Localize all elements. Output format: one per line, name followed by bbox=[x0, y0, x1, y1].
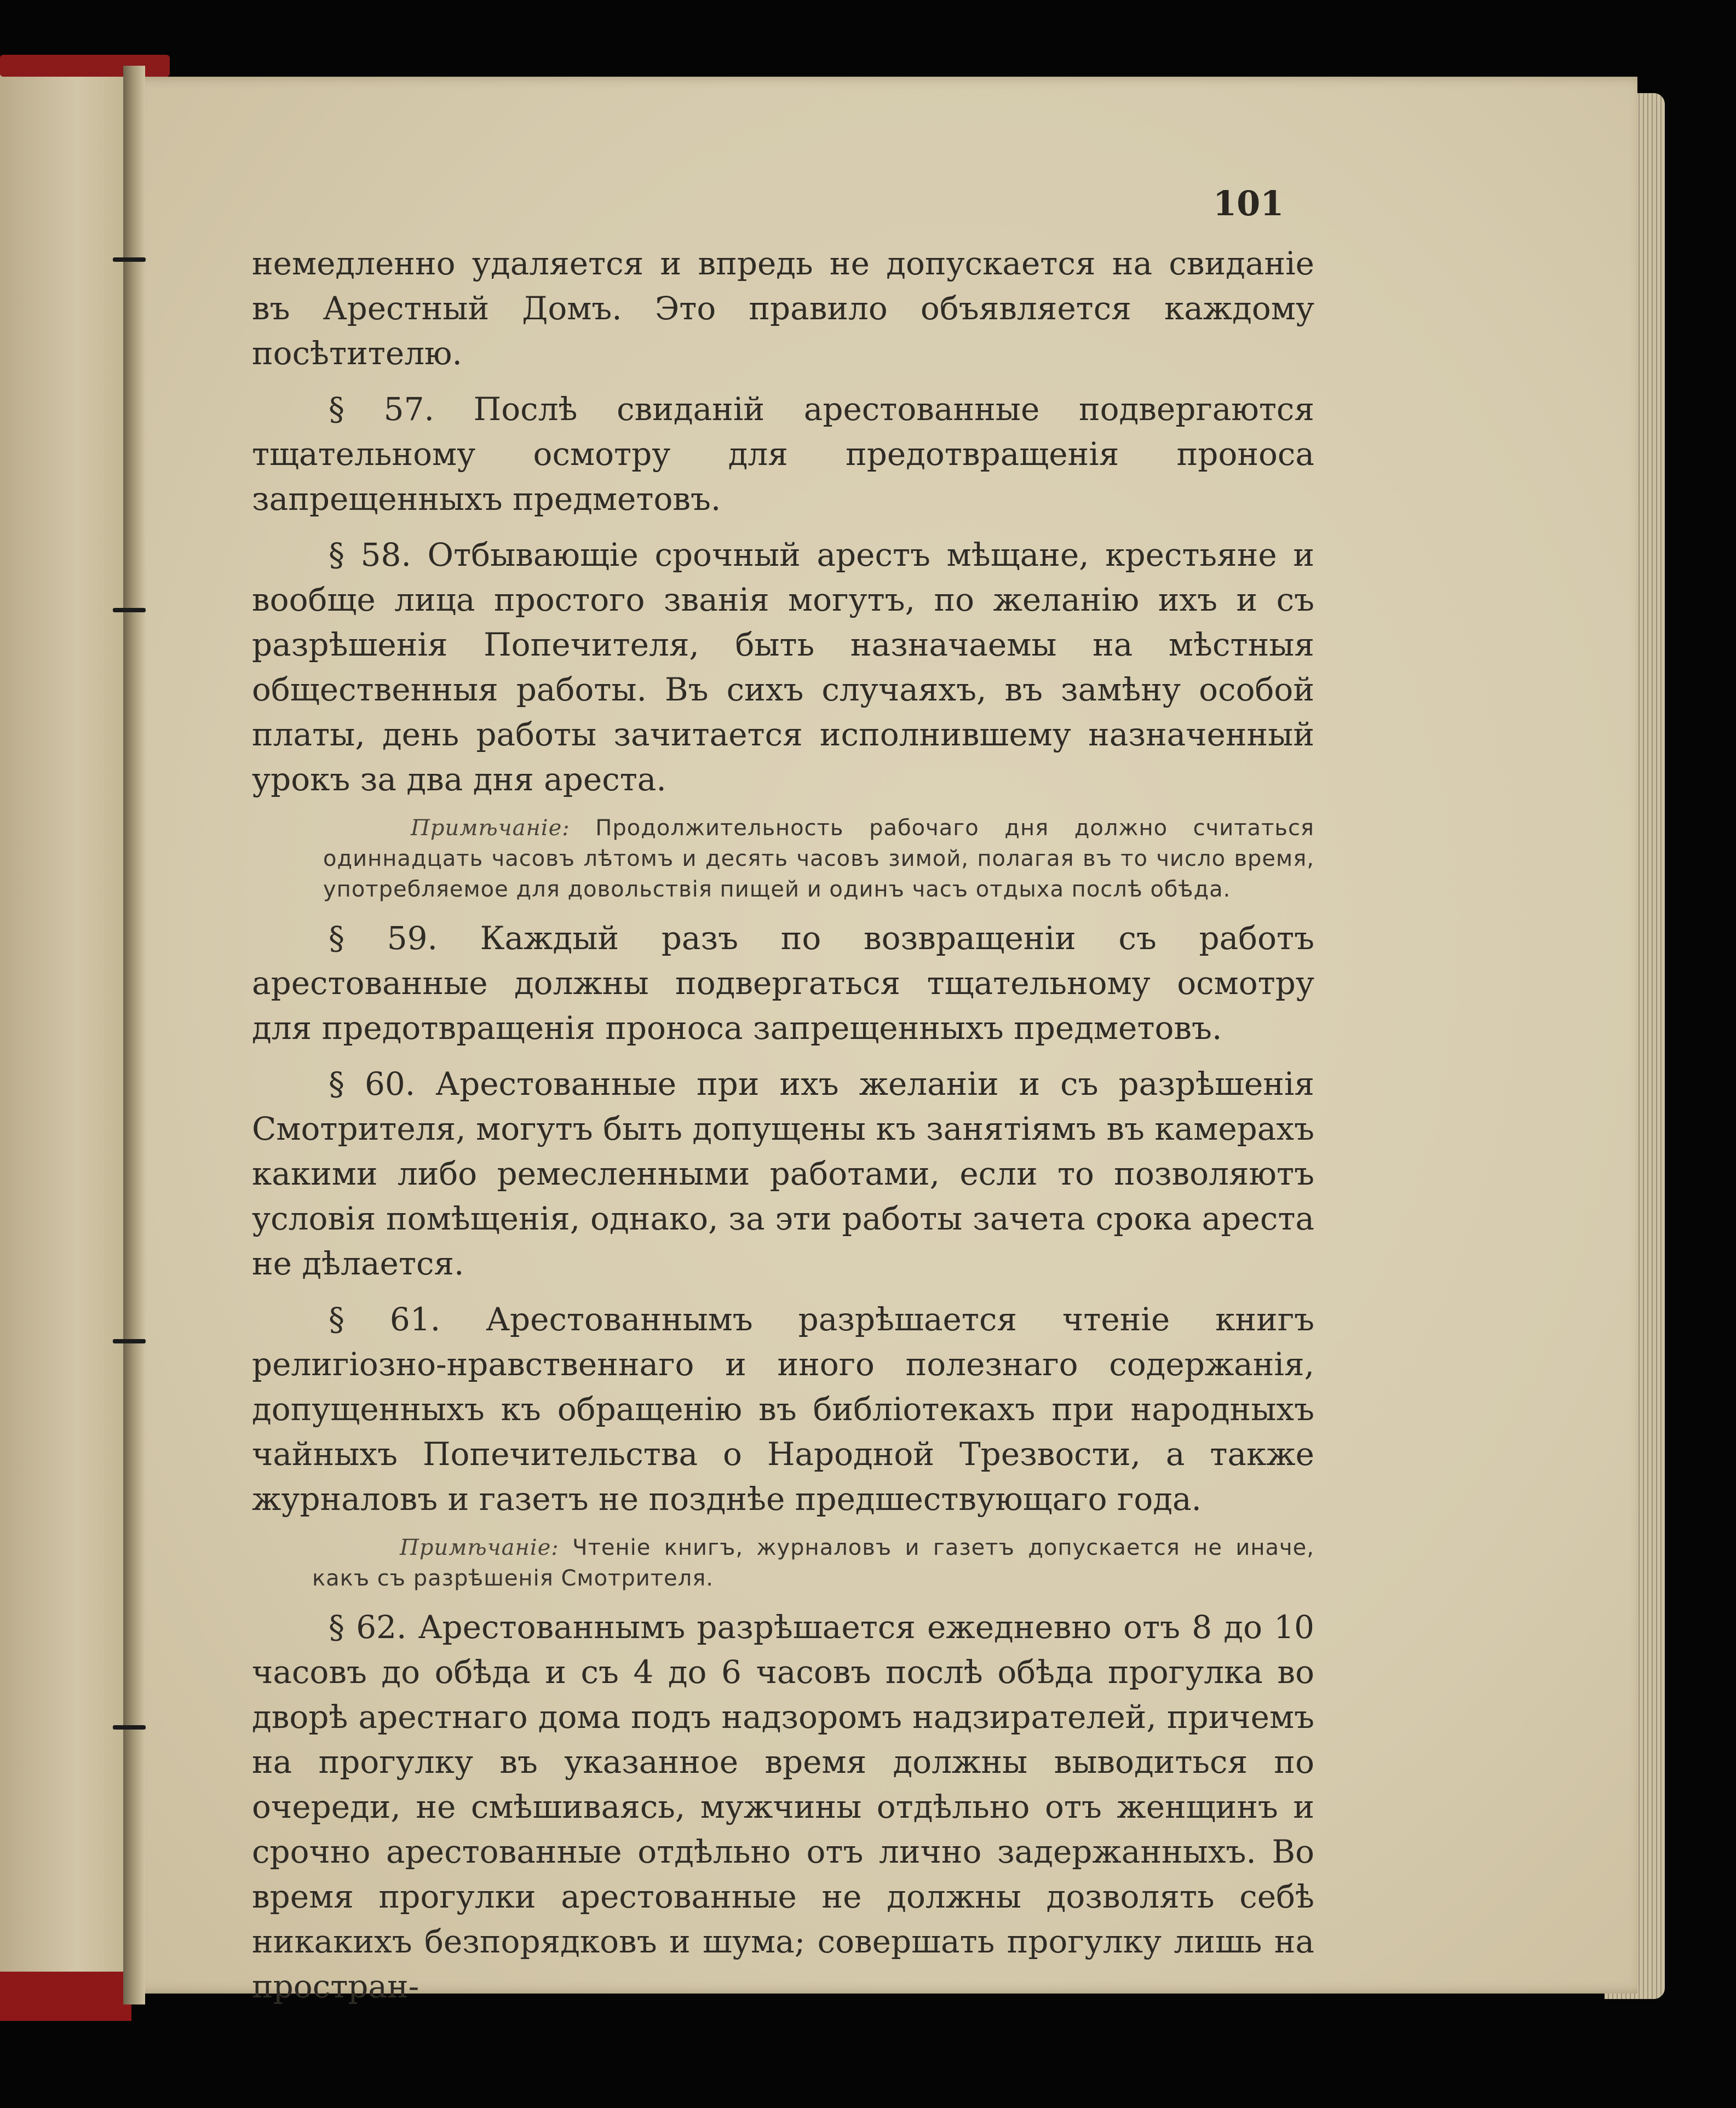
paragraph-continuation: немедленно удаляется и впредь не допускается на свиданіе въ Арестный Домъ. Это правило объявляется каждому посѣтителю. bbox=[252, 245, 1314, 372]
paragraph-57: § 57. Послѣ свиданій арестованные подвергаются тщательному осмотру для предотвращенія проноса запрещенныхъ предметовъ. bbox=[252, 390, 1314, 518]
note-label: Примѣчаніе: bbox=[411, 815, 570, 841]
paragraph-60: § 60. Арестованные при ихъ желаніи и съ разрѣшенія Смотрителя, могутъ быть допущены къ занятіямъ въ камерахъ какими либо ремесленными работами, если то позволяютъ условія помѣщенія, однако, за эти работы зачета срока ареста не дѣлается. bbox=[252, 1065, 1314, 1282]
paragraph-62: § 62. Арестованнымъ разрѣшается ежедневно отъ 8 до 10 часовъ до обѣда и съ 4 до 6 часовъ послѣ обѣда прогулка во дворѣ арестнаго дома подъ надзоромъ надзирателей, причемъ на прогулку въ указанное время должны выводиться по очереди, не смѣшиваясь, мужчины отдѣльно отъ женщинъ и срочно арестованные отдѣльно отъ лично задержанныхъ. Во время прогулки арестованные не должны дозволять себѣ никакихъ безпорядковъ и шума; совершать прогулку лишь на простран- bbox=[252, 1609, 1314, 2005]
binding-stitch bbox=[113, 257, 146, 262]
book-cover-bottom bbox=[0, 1972, 131, 2021]
note-58 bbox=[252, 813, 1314, 905]
binding-stitch bbox=[113, 1725, 146, 1730]
binding-stitch bbox=[113, 1339, 146, 1343]
left-page-edge bbox=[0, 60, 129, 2010]
page-text bbox=[252, 241, 1314, 2020]
note-label: Примѣчаніе: bbox=[400, 1535, 559, 1560]
binding-stitch bbox=[113, 608, 146, 612]
paragraph-59: § 59. Каждый разъ по возвращеніи съ работъ арестованные должны подвергаться тщательному осмотру для предотвращенія проноса запрещенныхъ предметовъ. bbox=[252, 920, 1314, 1047]
paragraph-58: § 58. Отбывающіе срочный арестъ мѣщане, крестьяне и вообще лица простого званія могутъ, по желанію ихъ и съ разрѣшенія Попечителя, быть назначаемы на мѣстныя общественныя работы. Въ сихъ случаяхъ, въ замѣну особой платы, день работы зачитается исполнившему назначенный урокъ за два дня ареста. bbox=[252, 536, 1314, 798]
paragraph-61: § 61. Арестованнымъ разрѣшается чтеніе книгъ религіозно-нравственнаго и иного полезнаго содержанія, допущенныхъ къ обращенію въ библіотекахъ при народныхъ чайныхъ Попечительства о Народной Трезвости, а также журналовъ и газетъ не позднѣе предшествующаго года. bbox=[252, 1301, 1314, 1518]
page-number: 101 bbox=[1213, 183, 1284, 223]
note-text: Чтеніе книгъ, журналовъ и газетъ допускается не иначе, какъ съ разрѣшенія Смотрителя. bbox=[312, 1535, 1314, 1591]
note-61 bbox=[252, 1532, 1314, 1594]
note-text: Продолжительность рабочаго дня должно считаться одиннадцать часовъ лѣтомъ и десять часовъ зимой, полагая въ то число время, употребляемое для довольствія пищей и одинъ часъ отдыха послѣ обѣда. bbox=[323, 815, 1314, 902]
book-gutter bbox=[123, 66, 145, 2004]
